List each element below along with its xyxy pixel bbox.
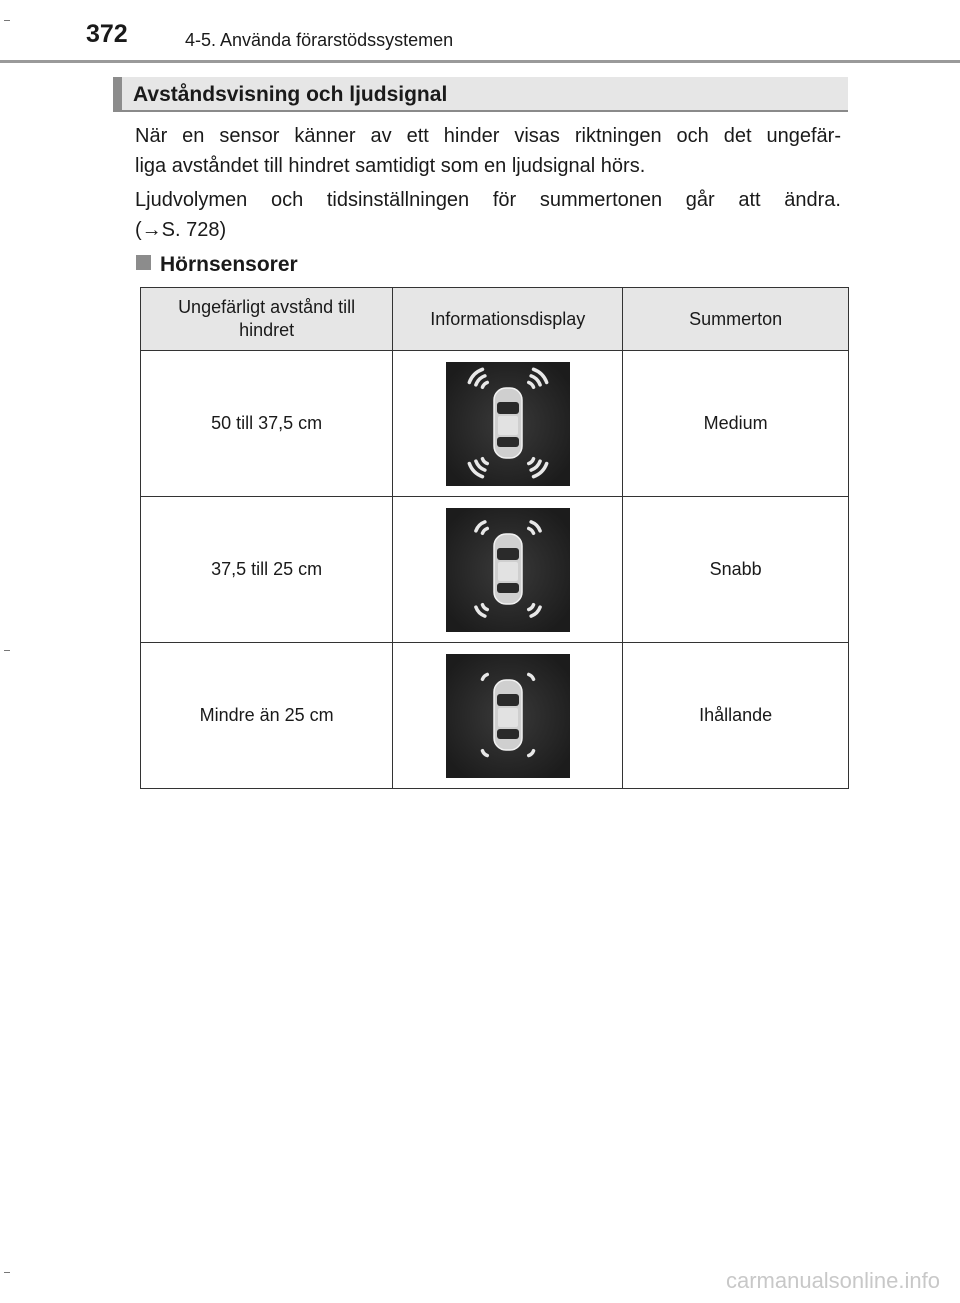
table-header-distance: Ungefärligt avstånd till hindret	[141, 288, 393, 351]
display-cell	[393, 497, 623, 643]
parking-sensor-display-icon	[446, 508, 570, 632]
paragraph-volume-settings	[135, 185, 841, 245]
section-heading-box	[113, 77, 848, 112]
table-row	[141, 351, 849, 497]
car-top-view	[494, 534, 522, 604]
paragraph-line: Ljudvolymen och tidsinställningen för summertonen går att ändra.	[135, 189, 841, 211]
subheading-corner-sensors	[136, 253, 298, 277]
square-bullet-icon	[136, 255, 151, 270]
paragraph-line: När en sensor känner av ett hinder visas riktningen och det ungefär-	[135, 125, 841, 147]
crop-mark	[4, 650, 10, 651]
paragraph-sensor-detection	[135, 121, 841, 181]
crop-mark	[4, 20, 10, 21]
header-rule	[0, 60, 960, 63]
subheading-text: Hörnsensorer	[160, 253, 298, 276]
crop-mark	[4, 1272, 10, 1273]
distance-cell: Mindre än 25 cm	[141, 643, 393, 789]
distance-cell: 50 till 37,5 cm	[141, 351, 393, 497]
distance-cell: 37,5 till 25 cm	[141, 497, 393, 643]
section-title: Avståndsvisning och ljudsignal	[133, 83, 448, 106]
tone-cell: Medium	[623, 351, 849, 497]
car-top-view	[494, 680, 522, 750]
table-header-tone: Summerton	[623, 288, 849, 351]
display-cell	[393, 643, 623, 789]
page-reference-link[interactable]: (→S. 728)	[135, 219, 227, 241]
car-top-view	[494, 388, 522, 458]
chapter-title: 4-5. Använda förarstödssystemen	[185, 30, 454, 50]
sensor-distance-table	[140, 287, 849, 789]
page-number: 372	[86, 20, 128, 48]
parking-sensor-display-icon	[446, 654, 570, 778]
tone-cell: Ihållande	[623, 643, 849, 789]
table-header-display: Informationsdisplay	[393, 288, 623, 351]
paragraph-line: liga avståndet till hindret samtidigt som en ljudsignal hörs.	[135, 155, 646, 177]
parking-sensor-display-icon	[446, 362, 570, 486]
table-row	[141, 643, 849, 789]
section-heading-bar	[113, 77, 122, 110]
table-header-row	[141, 288, 849, 351]
tone-cell: Snabb	[623, 497, 849, 643]
display-cell	[393, 351, 623, 497]
table-row	[141, 497, 849, 643]
watermark-text: carmanualsonline.info	[725, 1268, 940, 1293]
